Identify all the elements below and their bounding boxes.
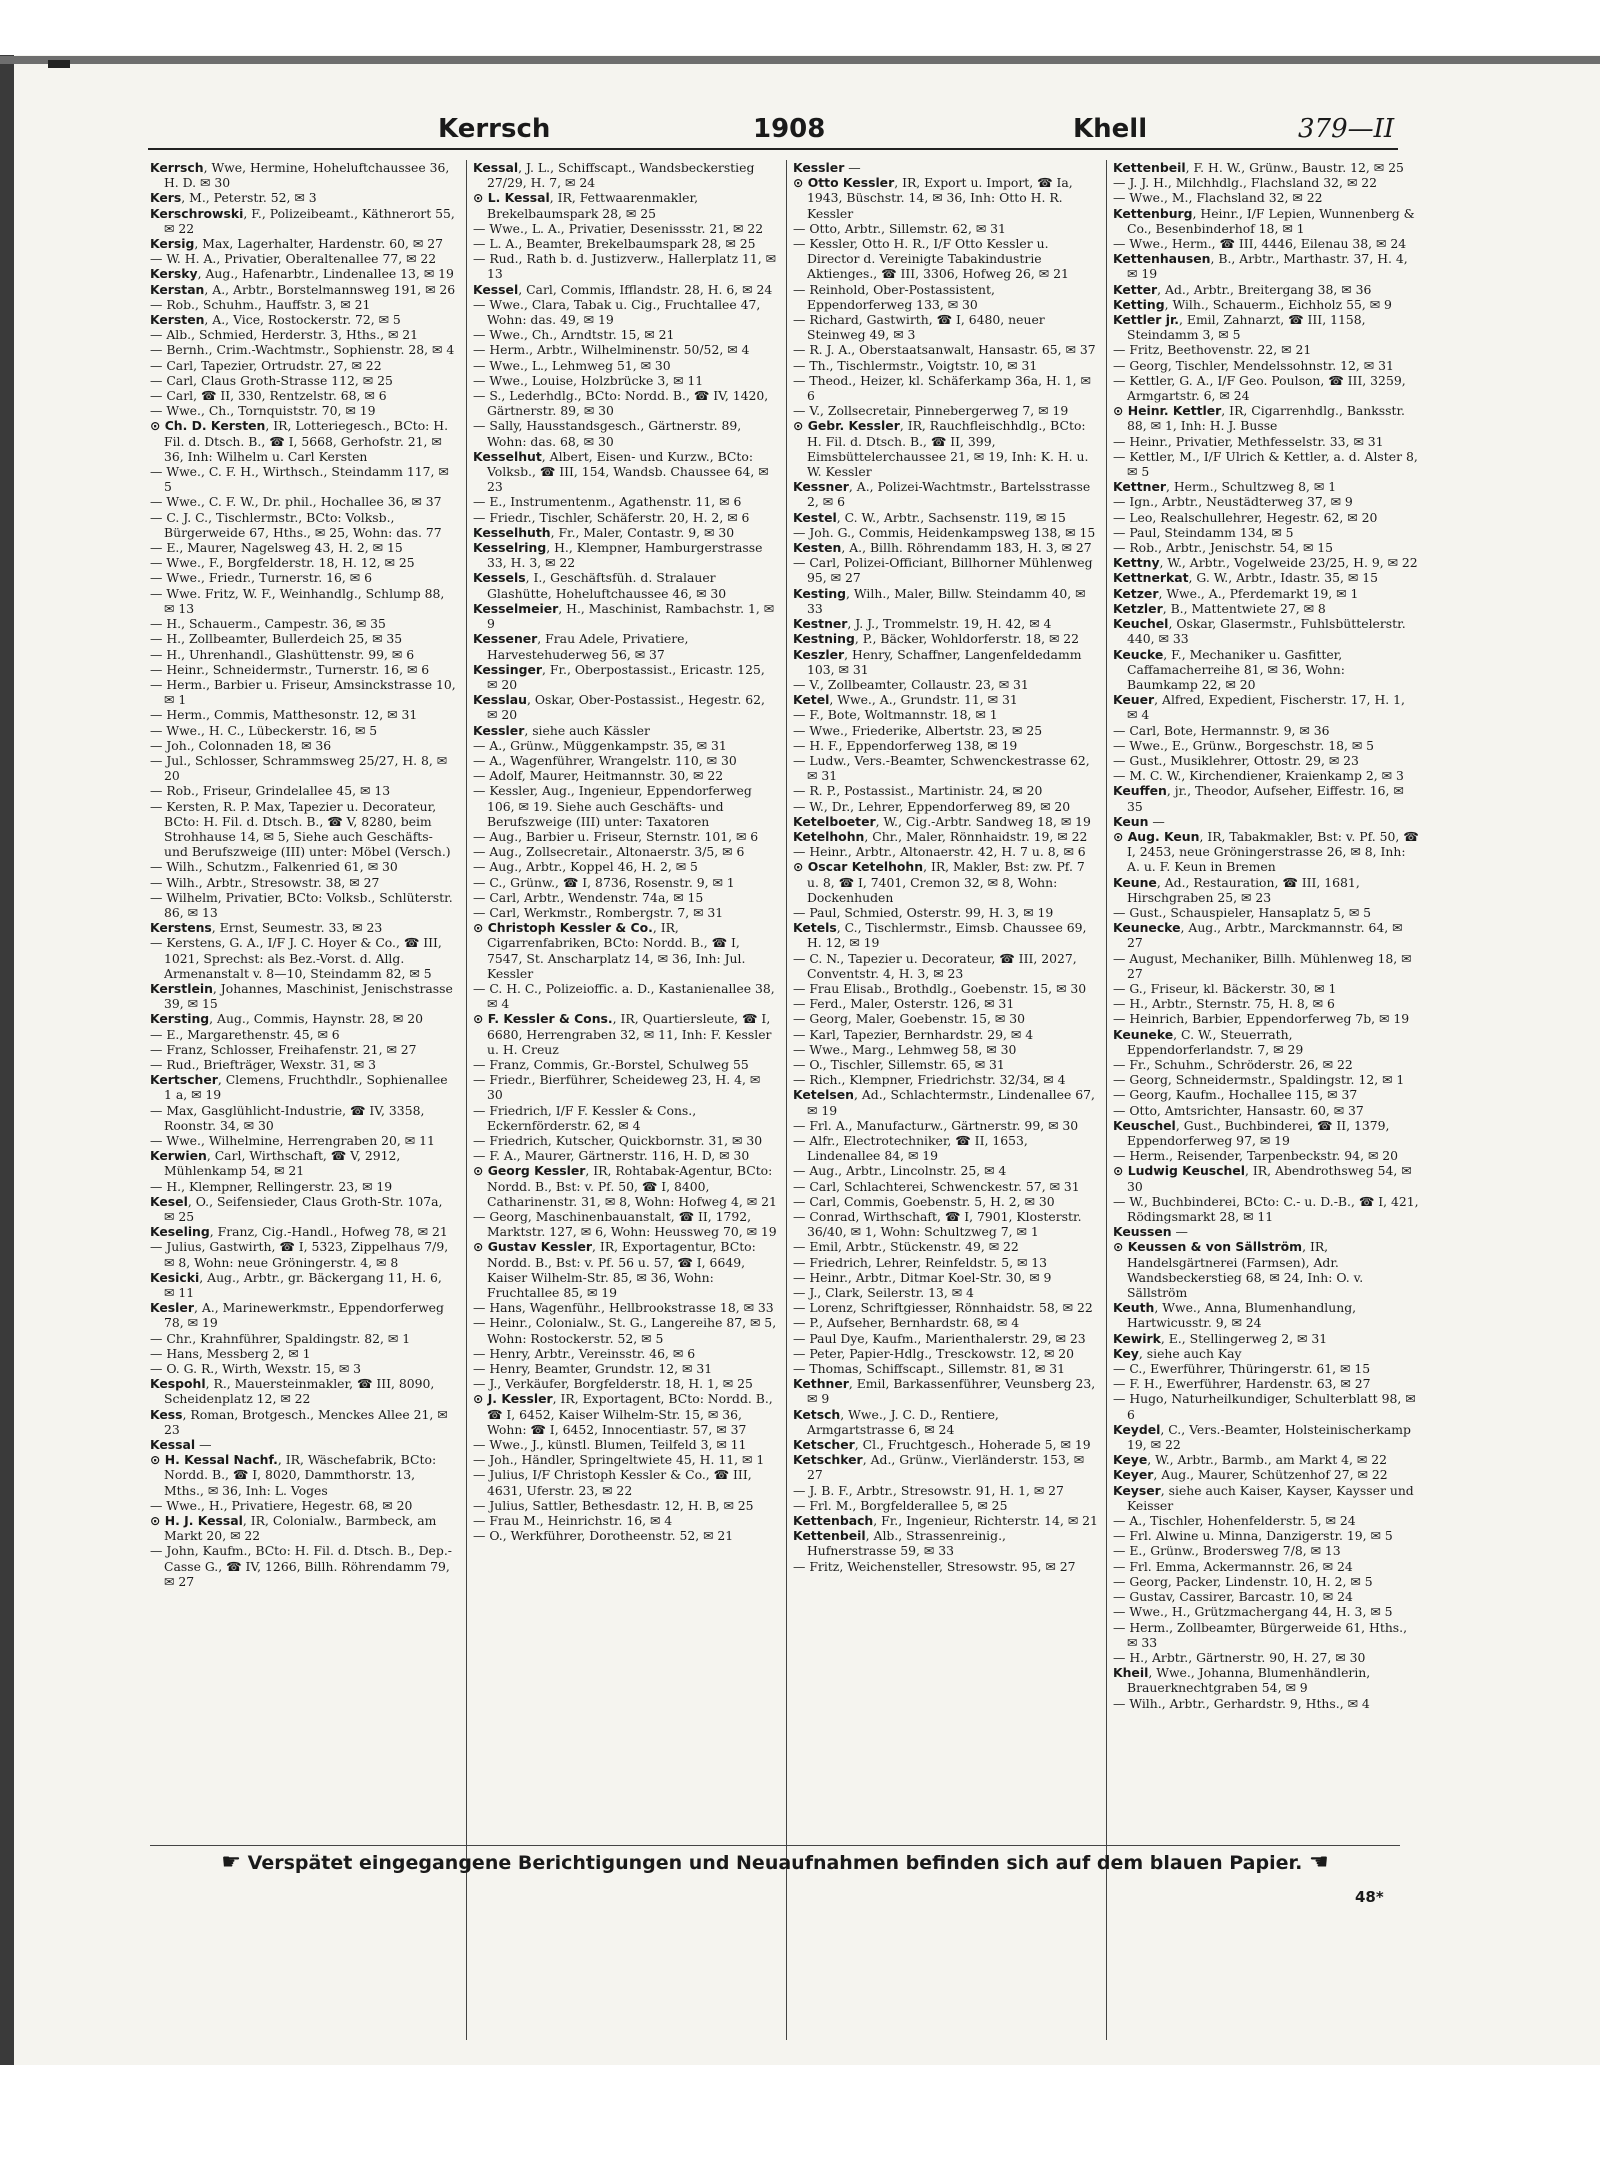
directory-entry: — Julius, I/F Christoph Kessler & Co., ☎ III, 4631, Uferstr. 23, ✉ 22 <box>473 1467 752 1498</box>
directory-entry: — Herm., Zollbeamter, Bürgerweide 61, Hths., ✉ 33 <box>1113 1619 1408 1650</box>
directory-entry: — Frl. Emma, Ackermannstr. 26, ✉ 24 <box>1113 1558 1353 1574</box>
directory-entry: — Joh., Colonnaden 18, ✉ 36 <box>150 737 332 753</box>
directory-entry: — Wwe., Friederike, Albertstr. 23, ✉ 25 <box>793 722 1043 738</box>
directory-entry: — Emil, Arbtr., Stückenstr. 49, ✉ 22 <box>793 1239 1019 1255</box>
directory-entry: — C., Grünw., ☎ I, 8736, Rosenstr. 9, ✉ 1 <box>473 874 735 890</box>
directory-entry: Kesten, A., Billh. Röhrendamm 183, H. 3, ✉ 27 <box>793 540 1092 556</box>
directory-entry: — Aug., Arbtr., Lincolnstr. 25, ✉ 4 <box>793 1163 1007 1179</box>
directory-entry: — J., Clark, Seilerstr. 13, ✉ 4 <box>793 1285 974 1301</box>
directory-entry: Kessener, Frau Adele, Privatiere, Harvestehuderweg 56, ✉ 37 <box>473 631 689 662</box>
directory-entry: — Rob., Friseur, Grindelallee 45, ✉ 13 <box>150 783 391 799</box>
directory-entry: — Alb., Schmied, Herderstr. 3, Hths., ✉ 21 <box>150 327 419 343</box>
directory-entry: — J. B. F., Arbtr., Stresowstr. 91, H. 1, ✉ 27 <box>793 1482 1064 1498</box>
footer-notice-text: Verspätet eingegangene Berichtigungen und Neuaufnahmen befinden sich auf dem blauen Papier. <box>247 1852 1303 1874</box>
directory-entry: Kettenhausen, B., Arbtr., Marthastr. 37, H. 4, ✉ 19 <box>1113 251 1408 282</box>
directory-entry: — L. A., Beamter, Brekelbaumspark 28, ✉ 25 <box>473 236 756 252</box>
directory-entry: — Georg, Maler, Goebenstr. 15, ✉ 30 <box>793 1011 1026 1027</box>
directory-entry: — O., Tischler, Sillemstr. 65, ✉ 31 <box>793 1056 1005 1072</box>
directory-entry: Kessner, A., Polizei-Wachtmstr., Bartelsstrasse 2, ✉ 6 <box>793 479 1091 510</box>
directory-entry: — H., Arbtr., Gärtnerstr. 90, H. 27, ✉ 30 <box>1113 1649 1366 1665</box>
directory-entry: Key, siehe auch Kay <box>1113 1345 1242 1361</box>
directory-entry: — W., Buchbinderei, BCto: C.- u. D.-B., ☎ I, 421, Rödingsmarkt 28, ✉ 11 <box>1113 1193 1419 1225</box>
header-right-keyword: Khell <box>1073 114 1148 144</box>
directory-entry: — J. J. H., Milchhdlg., Flachsland 32, ✉ 22 <box>1113 175 1378 191</box>
directory-entry: Kesslau, Oskar, Ober-Postassist., Hegestr. 62, ✉ 20 <box>473 692 765 723</box>
directory-entry: — Franz, Schlosser, Freihafenstr. 21, ✉ 27 <box>150 1041 417 1057</box>
header-year: 1908 <box>753 114 826 144</box>
directory-entry: — Ferd., Maler, Osterstr. 126, ✉ 31 <box>793 996 1015 1012</box>
directory-entry: — Hans, Messberg 2, ✉ 1 <box>150 1345 311 1361</box>
directory-entry: — Kettler, G. A., I/F Geo. Poulson, ☎ III, 3259, Armgartstr. 6, ✉ 24 <box>1113 372 1406 404</box>
directory-entry: Kestner, J. J., Trommelstr. 19, H. 42, ✉ 4 <box>793 616 1052 632</box>
directory-entry: Ketzler, B., Mattentwiete 27, ✉ 8 <box>1113 600 1326 616</box>
directory-entry: ⊙ Keussen & von Sällström, IR, Handelsgärtnerei (Farmsen), Adr. Wandsbeckerstieg 68, ✉ 24, Inh: O. v. Sällström <box>1113 1239 1364 1301</box>
directory-entry: Kessler — <box>793 160 861 175</box>
directory-entry: Keye, W., Arbtr., Barmb., am Markt 4, ✉ 22 <box>1113 1452 1387 1468</box>
directory-entry: — Wilhelm, Privatier, BCto: Volksb., Schlüterstr. 86, ✉ 13 <box>150 889 453 920</box>
directory-entry: — Ign., Arbtr., Neustädterweg 37, ✉ 9 <box>1113 494 1353 510</box>
directory-entry: — Friedrich, I/F F. Kessler & Cons., Eckernförderstr. 62, ✉ 4 <box>473 1102 697 1133</box>
directory-entry: — O. G. R., Wirth, Wexstr. 15, ✉ 3 <box>150 1361 362 1377</box>
directory-entry: Keussen — <box>1113 1224 1188 1240</box>
directory-entry: Kersting, Aug., Commis, Haynstr. 28, ✉ 20 <box>150 1011 424 1027</box>
directory-entry: — F. H., Ewerführer, Hardenstr. 63, ✉ 27 <box>1113 1376 1371 1392</box>
directory-entry: — E., Maurer, Nagelsweg 43, H. 2, ✉ 15 <box>150 540 403 556</box>
directory-entry: Ketelsen, Ad., Schlachtermstr., Lindenallee 67, ✉ 19 <box>793 1087 1095 1118</box>
directory-entry: — Wwe., Herm., ☎ III, 4446, Eilenau 38, ✉ 24 <box>1113 236 1407 252</box>
directory-entry: — C., Ewerführer, Thüringerstr. 61, ✉ 15 <box>1113 1361 1371 1377</box>
directory-entry: — Chr., Krahnführer, Spaldingstr. 82, ✉ 1 <box>150 1330 411 1346</box>
directory-entry: — C. H. C., Polizeioffic. a. D., Kastanienallee 38, ✉ 4 <box>473 980 775 1012</box>
directory-entry: Kersig, Max, Lagerhalter, Hardenstr. 60, ✉ 27 <box>150 236 443 252</box>
directory-entry: — Wilh., Arbtr., Stresowstr. 38, ✉ 27 <box>150 874 380 890</box>
directory-entry: — Julius, Sattler, Bethesdastr. 12, H. B, ✉ 25 <box>473 1497 754 1513</box>
directory-entry: Kerwien, Carl, Wirthschaft, ☎ V, 2912, Mühlenkamp 54, ✉ 21 <box>150 1148 401 1179</box>
directory-entry: ⊙ Georg Kessler, IR, Rohtabak-Agentur, BCto: Nordd. B., Bst: v. Pf. 50, ☎ I, 8400, Catharinenstr. 31, ✉ 8, Wohn: Hofweg 4, ✉ 21 <box>473 1163 777 1209</box>
directory-entry: Keuschel, Gust., Buchbinderei, ☎ II, 1379, Eppendorferweg 97, ✉ 19 <box>1113 1117 1390 1148</box>
directory-entry: Kesselhuth, Fr., Maler, Contastr. 9, ✉ 30 <box>473 524 735 540</box>
directory-entry: — Aug., Arbtr., Koppel 46, H. 2, ✉ 5 <box>473 859 698 875</box>
directory-entry: — H., Arbtr., Sternstr. 75, H. 8, ✉ 6 <box>1113 996 1335 1012</box>
directory-entry: Kessel, Carl, Commis, Ifflandstr. 28, H. 6, ✉ 24 <box>473 281 773 297</box>
directory-entry: — Fritz, Weichensteller, Stresowstr. 95, ✉ 27 <box>793 1558 1076 1574</box>
directory-entry: Keszler, Henry, Schaffner, Langenfeldedamm 103, ✉ 31 <box>793 646 1082 677</box>
directory-entry: — Wwe., Clara, Tabak u. Cig., Fruchtallee 47, Wohn: das. 49, ✉ 19 <box>473 296 761 328</box>
directory-entry: — H., Zollbeamter, Bullerdeich 25, ✉ 35 <box>150 631 403 647</box>
directory-entry: ⊙ Aug. Keun, IR, Tabakmakler, Bst: v. Pf. 50, ☎ I, 2453, neue Gröningerstrasse 26, ✉ 8, Inh: A. u. F. Keun in Bremen <box>1113 828 1419 875</box>
directory-entry: — Wwe., H. C., Lübeckerstr. 16, ✉ 5 <box>150 722 378 738</box>
directory-entry: — Kersten, R. P. Max, Tapezier u. Decorateur, BCto: H. Fil. d. Dtsch. B., ☎ V, 8280, beim Strohhause 14, ✉ 5, Siehe auch Geschäfts- und Berufszweige (III) unter: Möbel (Versch.) <box>150 798 451 860</box>
directory-entry: Kesselring, H., Klempner, Hamburgerstrasse 33, H. 3, ✉ 22 <box>473 540 763 571</box>
directory-entry: — Gust., Schauspieler, Hansaplatz 5, ✉ 5 <box>1113 904 1372 920</box>
directory-entry: — H., Uhrenhandl., Glashüttenstr. 99, ✉ 6 <box>150 646 415 662</box>
directory-entry: Kesicki, Aug., Arbtr., gr. Bäckergang 11, H. 6, ✉ 11 <box>150 1269 442 1301</box>
pointing-hand-right-icon: ☛ <box>221 1850 242 1875</box>
directory-entry: Kewirk, E., Stellingerweg 2, ✉ 31 <box>1113 1330 1328 1346</box>
directory-entry: — Heinr., Arbtr., Ditmar Koel-Str. 30, ✉ 9 <box>793 1269 1052 1285</box>
directory-entry: — Carl, Commis, Goebenstr. 5, H. 2, ✉ 30 <box>793 1193 1055 1209</box>
directory-entry: — Carl, Werkmstr., Rombergstr. 7, ✉ 31 <box>473 904 724 920</box>
directory-entry: Ketter, Ad., Arbtr., Breitergang 38, ✉ 36 <box>1113 281 1372 297</box>
directory-entry: — Friedr., Tischler, Schäferstr. 20, H. 2, ✉ 6 <box>473 509 750 525</box>
directory-entry: — Carl, Claus Groth-Strasse 112, ✉ 25 <box>150 372 393 388</box>
directory-entry: ⊙ Ch. D. Kersten, IR, Lotteriegesch., BCto: H. Fil. d. Dtsch. B., ☎ I, 5668, Gerhofstr. 21, ✉ 36, Inh: Wilhelm u. Carl Kersten <box>150 418 449 464</box>
directory-entry: Keseling, Franz, Cig.-Handl., Hofweg 78, ✉ 21 <box>150 1224 448 1240</box>
directory-entry: ⊙ F. Kessler & Cons., IR, Quartiersleute, ☎ I, 6680, Herrengraben 32, ✉ 11, Inh: F. Kessler u. H. Creuz <box>473 1011 772 1057</box>
directory-entry: — W., Dr., Lehrer, Eppendorferweg 89, ✉ 20 <box>793 798 1071 814</box>
directory-entry: — Heinr., Privatier, Methfesselstr. 33, ✉ 31 <box>1113 433 1384 449</box>
directory-entry: — V., Zollbeamter, Collaustr. 23, ✉ 31 <box>793 676 1029 692</box>
directory-entry: — Georg, Packer, Lindenstr. 10, H. 2, ✉ 5 <box>1113 1573 1373 1589</box>
directory-entry: — Wwe., L., Lehmweg 51, ✉ 30 <box>473 357 671 373</box>
directory-entry: Kessal, J. L., Schiffscapt., Wandsbeckerstieg 27/29, H. 7, ✉ 24 <box>473 160 755 191</box>
directory-entry: — Wwe., C. F. H., Wirthsch., Steindamm 117, ✉ 5 <box>150 464 449 495</box>
directory-entry: — Kerstens, G. A., I/F J. C. Hoyer & Co., ☎ III, 1021, Sprechst: als Bez.-Vorst. d. Allg. Armenanstalt v. 8—10, Steindamm 82, ✉ 5 <box>150 935 442 981</box>
directory-entry: ⊙ Gebr. Kessler, IR, Rauchfleischhdlg., BCto: H. Fil. d. Dtsch. B., ☎ II, 399, Eimsbüttelerchaussee 21, ✉ 19, Inh: K. H. u. W. Kessler <box>793 418 1089 480</box>
directory-entry: — Hugo, Naturheilkundiger, Schulterblatt 98, ✉ 6 <box>1113 1391 1416 1422</box>
footer-divider <box>150 1845 1400 1846</box>
directory-entry: — R. P., Postassist., Martinistr. 24, ✉ 20 <box>793 783 1043 799</box>
directory-entry: — Wwe., E., Grünw., Borgeschstr. 18, ✉ 5 <box>1113 737 1375 753</box>
directory-entry: — Rud., Briefträger, Wexstr. 31, ✉ 3 <box>150 1056 376 1072</box>
directory-entry: Keyer, Aug., Maurer, Schützenhof 27, ✉ 22 <box>1113 1467 1388 1483</box>
directory-entry: — Franz, Commis, Gr.-Borstel, Schulweg 55 <box>473 1056 749 1072</box>
directory-entry: — G., Friseur, kl. Bäckerstr. 30, ✉ 1 <box>1113 980 1337 996</box>
directory-entry: Keunecke, Aug., Arbtr., Marckmannstr. 64, ✉ 27 <box>1113 920 1403 951</box>
directory-entry: — Karl, Tapezier, Bernhardstr. 29, ✉ 4 <box>793 1026 1034 1042</box>
directory-entry: Keun — <box>1113 813 1165 829</box>
directory-entry: — Henry, Beamter, Grundstr. 12, ✉ 31 <box>473 1361 713 1377</box>
directory-entry: Kettenburg, Heinr., I/F Lepien, Wunnenberg & Co., Besenbinderhof 18, ✉ 1 <box>1113 205 1415 236</box>
directory-entry: — Georg, Schneidermstr., Spaldingstr. 12, ✉ 1 <box>1113 1072 1405 1088</box>
directory-entry: — Sally, Hausstandsgesch., Gärtnerstr. 89, Wohn: das. 68, ✉ 30 <box>473 418 742 449</box>
directory-entry: — Fritz, Beethovenstr. 22, ✉ 21 <box>1113 342 1312 358</box>
directory-entry: — W. H. A., Privatier, Oberaltenallee 77, ✉ 22 <box>150 251 437 267</box>
directory-entry: — F. A., Maurer, Gärtnerstr. 116, H. D, ✉ 30 <box>473 1148 750 1164</box>
directory-entry: Kettenbeil, Alb., Strassenreinig., Hufnerstrasse 59, ✉ 33 <box>793 1528 1006 1559</box>
directory-entry: — Leo, Realschullehrer, Hegestr. 62, ✉ 20 <box>1113 509 1378 525</box>
directory-entry: — A., Wagenführer, Wrangelstr. 110, ✉ 30 <box>473 752 737 768</box>
directory-entry: Kettenbach, Fr., Ingenieur, Richterstr. 14, ✉ 21 <box>793 1513 1098 1529</box>
directory-entry: — Herm., Barbier u. Friseur, Amsinckstrasse 10, ✉ 1 <box>150 676 456 708</box>
directory-entry: — Herm., Reisender, Tarpenbeckstr. 94, ✉ 20 <box>1113 1148 1399 1164</box>
directory-entry: — Georg, Kaufm., Hochallee 115, ✉ 37 <box>1113 1087 1358 1103</box>
directory-entry: — Henry, Arbtr., Vereinsstr. 46, ✉ 6 <box>473 1345 696 1361</box>
directory-entry: — Heinr., Colonialw., St. G., Langereihe 87, ✉ 5, Wohn: Rostockerstr. 52, ✉ 5 <box>473 1315 777 1346</box>
directory-entry: — Ludw., Vers.-Beamter, Schwenckestrasse 62, ✉ 31 <box>793 752 1090 784</box>
directory-entry: Keyser, siehe auch Kaiser, Kayser, Kaysser und Keisser <box>1113 1482 1414 1513</box>
directory-entry: — Friedrich, Kutscher, Quickbornstr. 31, ✉ 30 <box>473 1133 763 1148</box>
directory-entry: — Hans, Wagenführ., Hellbrookstrasse 18, ✉ 33 <box>473 1300 774 1316</box>
directory-entry: — P., Aufseher, Bernhardstr. 68, ✉ 4 <box>793 1315 1020 1331</box>
directory-entry: Kersky, Aug., Hafenarbtr., Lindenallee 13, ✉ 19 <box>150 266 454 282</box>
directory-entry: — August, Mechaniker, Billh. Mühlenweg 18, ✉ 27 <box>1113 950 1412 981</box>
directory-entry: Kesler, A., Marinewerkmstr., Eppendorferweg 78, ✉ 19 <box>150 1300 444 1331</box>
directory-entry: ⊙ Christoph Kessler & Co., IR, Cigarrenfabriken, BCto: Nordd. B., ☎ I, 7547, St. Anscharplatz 14, ✉ 36, Inh: Jul. Kessler <box>473 920 746 981</box>
directory-entry: Ketel, Wwe., A., Grundstr. 11, ✉ 31 <box>793 692 1018 708</box>
directory-entry: — F., Bote, Woltmannstr. 18, ✉ 1 <box>793 707 998 723</box>
directory-entry: — Carl, Tapezier, Ortrudstr. 27, ✉ 22 <box>150 357 382 373</box>
column-divider <box>1106 160 1107 2040</box>
directory-entry: — Frau Elisab., Brothdlg., Goebenstr. 15, ✉ 30 <box>793 980 1087 996</box>
directory-entry: Kessels, I., Geschäftsfüh. d. Stralauer Glashütte, Hoheluftchaussee 46, ✉ 30 <box>473 570 727 601</box>
directory-entry: — Paul, Steindamm 134, ✉ 5 <box>1113 524 1294 540</box>
directory-entry: Ketsch, Wwe., J. C. D., Rentiere, Armgartstrasse 6, ✉ 24 <box>793 1406 999 1437</box>
directory-entry: Ketelboeter, W., Cig.-Arbtr. Sandweg 18, ✉ 19 <box>793 813 1091 829</box>
directory-entry: — Wilh., Schutzm., Falkenried 61, ✉ 30 <box>150 859 398 875</box>
directory-entry: — Heinr., Schneidermstr., Turnerstr. 16, ✉ 6 <box>150 661 430 677</box>
directory-entry: Kettner, Herm., Schultzweg 8, ✉ 1 <box>1113 479 1337 495</box>
directory-entry: Keuer, Alfred, Expedient, Fischerstr. 17, H. 1, ✉ 4 <box>1113 692 1405 723</box>
directory-entry: — Aug., Zollsecretair., Altonaerstr. 3/5, ✉ 6 <box>473 844 745 860</box>
directory-entry: — Wilh., Arbtr., Gerhardstr. 9, Hths., ✉ 4 <box>1113 1695 1370 1711</box>
column-divider <box>466 160 467 2040</box>
directory-entry: — Fr., Schuhm., Schröderstr. 26, ✉ 22 <box>1113 1056 1353 1072</box>
directory-entry: — Thomas, Schiffscapt., Sillemstr. 81, ✉ 31 <box>793 1361 1065 1377</box>
directory-entry: Keuth, Wwe., Anna, Blumenhandlung, Hartwicusstr. 9, ✉ 24 <box>1113 1300 1357 1331</box>
directory-entry: — Paul Dye, Kaufm., Marienthalerstr. 29, ✉ 23 <box>793 1330 1086 1346</box>
directory-entry: — Wwe., F., Borgfelderstr. 18, H. 12, ✉ 25 <box>150 555 415 571</box>
directory-entry: Kersten, A., Vice, Rostockerstr. 72, ✉ 5 <box>150 312 401 328</box>
directory-entry: Kerrsch, Wwe, Hermine, Hoheluftchaussee 36, H. D. ✉ 30 <box>150 160 450 191</box>
directory-entry: — Rich., Klempner, Friedrichstr. 32/34, ✉ 4 <box>793 1072 1066 1088</box>
directory-entry: — Herm., Arbtr., Wilhelminenstr. 50/52, ✉ 4 <box>473 342 750 358</box>
directory-column-3 <box>793 160 1099 2040</box>
scan-top-edge <box>0 56 1600 64</box>
directory-entry: ⊙ Otto Kessler, IR, Export u. Import, ☎ Ia, 1943, Büschstr. 14, ✉ 36, Inh: Otto H. R. Kessler <box>793 175 1073 221</box>
directory-entry: — Kessler, Aug., Ingenieur, Eppendorferweg 106, ✉ 19. Siehe auch Geschäfts- und Berufszweige (III) unter: Taxatoren <box>473 783 752 829</box>
directory-column-1 <box>150 160 456 2040</box>
footer-notice <box>150 1848 1400 1878</box>
directory-entry: — A., Tischler, Hohenfelderstr. 5, ✉ 24 <box>1113 1513 1356 1529</box>
directory-entry: — John, Kaufm., BCto: H. Fil. d. Dtsch. B., Dep.-Casse G., ☎ IV, 1266, Billh. Röhrendamm 79, ✉ 27 <box>150 1543 452 1589</box>
directory-column-2 <box>473 160 779 2040</box>
directory-entry: Kesel, O., Seifensieder, Claus Groth-Str. 107a, ✉ 25 <box>150 1193 443 1225</box>
directory-entry: — E., Instrumentenm., Agathenstr. 11, ✉ 6 <box>473 494 742 510</box>
directory-entry: Kethner, Emil, Barkassenführer, Veunsberg 23, ✉ 9 <box>793 1376 1096 1407</box>
directory-entry: Kesselhut, Albert, Eisen- und Kurzw., BCto: Volksb., ☎ III, 154, Wandsb. Chaussee 64, ✉ 23 <box>473 448 769 495</box>
directory-entry: — Wwe., C. F. W., Dr. phil., Hochallee 36, ✉ 37 <box>150 494 442 510</box>
directory-entry: — Gust., Musiklehrer, Ottostr. 29, ✉ 23 <box>1113 752 1359 768</box>
directory-entry: — Carl, Bote, Hermannstr. 9, ✉ 36 <box>1113 722 1330 738</box>
directory-entry: — Friedr., Bierführer, Scheideweg 23, H. 4, ✉ 30 <box>473 1072 761 1103</box>
directory-entry: — Frl. M., Borgfelderallee 5, ✉ 25 <box>793 1497 1008 1513</box>
directory-entry: Keucke, F., Mechaniker u. Gasfitter, Caffamacherreihe 81, ✉ 36, Wohn: Baumkamp 22, ✉ 20 <box>1113 646 1345 692</box>
directory-entry: — Joh. G., Commis, Heidenkampsweg 138, ✉ 15 <box>793 524 1096 540</box>
directory-entry: Ketschker, Ad., Grünw., Vierländerstr. 153, ✉ 27 <box>793 1452 1085 1483</box>
directory-entry: — Bernh., Crim.-Wachtmstr., Sophienstr. 28, ✉ 4 <box>150 342 455 358</box>
directory-entry: Keydel, C., Vers.-Beamter, Holsteinischerkamp 19, ✉ 22 <box>1113 1421 1411 1453</box>
directory-entry: — Conrad, Wirthschaft, ☎ I, 7901, Klosterstr. 36/40, ✉ 1, Wohn: Schultzweg 7, ✉ 1 <box>793 1209 1082 1240</box>
directory-column-4 <box>1113 160 1419 2040</box>
directory-entry: — H., Klempner, Rellingerstr. 23, ✉ 19 <box>150 1178 393 1194</box>
directory-entry: — Heinr., Arbtr., Altonaerstr. 42, H. 7 u. 8, ✉ 6 <box>793 844 1086 860</box>
column-divider <box>786 160 787 2040</box>
directory-entry: — R. J. A., Oberstaatsanwalt, Hansastr. 65, ✉ 37 <box>793 342 1096 358</box>
directory-entry: — Wwe., Ch., Arndtstr. 15, ✉ 21 <box>473 327 675 343</box>
directory-entry: Kestning, P., Bäcker, Wohldorferstr. 18, ✉ 22 <box>793 631 1080 647</box>
directory-entry: — Peter, Papier-Hdlg., Tresckowstr. 12, ✉ 20 <box>793 1345 1075 1361</box>
directory-entry: — Herm., Commis, Matthesonstr. 12, ✉ 31 <box>150 707 418 723</box>
directory-entry: — M. C. W., Kirchendiener, Kraienkamp 2, ✉ 3 <box>1113 768 1404 784</box>
directory-entry: ⊙ H. J. Kessal, IR, Colonialw., Barmbeck, am Markt 20, ✉ 22 <box>150 1513 437 1544</box>
directory-entry: Kessal — <box>150 1437 212 1453</box>
directory-entry: Kerstan, A., Arbtr., Borstelmannsweg 191, ✉ 26 <box>150 281 456 297</box>
directory-entry: Kettnerkat, G. W., Arbtr., Idastr. 35, ✉ 15 <box>1113 570 1378 586</box>
scan-edge <box>0 55 14 2065</box>
directory-entry: — Heinrich, Barbier, Eppendorferweg 7b, ✉ 19 <box>1113 1011 1410 1027</box>
directory-entry: — Frl. A., Manufacturw., Gärtnerstr. 99, ✉ 30 <box>793 1117 1079 1133</box>
directory-entry: — Georg, Tischler, Mendelssohnstr. 12, ✉ 31 <box>1113 357 1394 373</box>
directory-entry: — Wwe., H., Grützmachergang 44, H. 3, ✉ 5 <box>1113 1604 1393 1620</box>
directory-entry: — Aug., Barbier u. Friseur, Sternstr. 101, ✉ 6 <box>473 828 759 844</box>
directory-entry: Kheil, Wwe., Johanna, Blumenhändlerin, Brauerknechtgraben 54, ✉ 9 <box>1113 1665 1371 1696</box>
directory-entry: — C. N., Tapezier u. Decorateur, ☎ III, 2027, Conventstr. 4, H. 3, ✉ 23 <box>793 950 1077 981</box>
directory-entry: — Frau M., Heinrichstr. 16, ✉ 4 <box>473 1513 673 1529</box>
directory-entry: Keuffen, jr., Theodor, Aufseher, Eiffestr. 16, ✉ 35 <box>1113 783 1404 814</box>
directory-entry: — Wwe., Louise, Holzbrücke 3, ✉ 11 <box>473 372 704 388</box>
directory-entry: Kertscher, Clemens, Fruchthdlr., Sophienallee 1 a, ✉ 19 <box>150 1072 448 1103</box>
directory-entry: Kespohl, R., Mauersteinmakler, ☎ III, 8090, Scheidenplatz 12, ✉ 22 <box>150 1376 435 1407</box>
directory-entry: — Carl, Schlachterei, Schwenckestr. 57, ✉ 31 <box>793 1178 1080 1194</box>
directory-entry: Keune, Ad., Restauration, ☎ III, 1681, Hirschgraben 25, ✉ 23 <box>1113 874 1360 905</box>
directory-entry: — Otto, Amtsrichter, Hansastr. 60, ✉ 37 <box>1113 1102 1364 1118</box>
directory-entry: ⊙ Gustav Kessler, IR, Exportagentur, BCto: Nordd. B., Bst: v. Pf. 56 u. 57, ☎ I, 6649, Kaiser Wilhelm-Str. 85, ✉ 36, Wohn: Fruchtallee 85, ✉ 19 <box>473 1239 756 1301</box>
directory-entry: Kettny, W., Arbtr., Vogelweide 23/25, H. 9, ✉ 22 <box>1113 555 1418 571</box>
directory-entry: — Gustav, Cassirer, Barcastr. 10, ✉ 24 <box>1113 1589 1353 1605</box>
directory-entry: — V., Zollsecretair, Pinnebergerweg 7, ✉ 19 <box>793 403 1069 419</box>
directory-entry: — Georg, Maschinenbauanstalt, ☎ II, 1792, Marktstr. 127, ✉ 6, Wohn: Heussweg 70, ✉ 19 <box>473 1209 777 1240</box>
directory-entry: — Alfr., Electrotechniker, ☎ II, 1653, Lindenallee 84, ✉ 19 <box>793 1133 1028 1164</box>
directory-entry: Keuchel, Oskar, Glasermstr., Fuhlsbüttelerstr. 440, ✉ 33 <box>1113 616 1406 647</box>
directory-entry: Kers, M., Peterstr. 52, ✉ 3 <box>150 190 317 206</box>
directory-entry: ⊙ Oscar Ketelhohn, IR, Makler, Bst: zw. Pf. 7 u. 8, ☎ I, 7401, Cremon 32, ✉ 8, Wohn: Dockenhuden <box>793 859 1085 905</box>
directory-entry: Ketting, Wilh., Schauerm., Eichholz 55, ✉ 9 <box>1113 296 1392 312</box>
directory-entry: — O., Werkführer, Dorotheenstr. 52, ✉ 21 <box>473 1528 734 1544</box>
directory-entry: ⊙ Ludwig Keuschel, IR, Abendrothsweg 54, ✉ 30 <box>1113 1163 1412 1194</box>
directory-entry: Kerstlein, Johannes, Maschinist, Jenischstrasse 39, ✉ 15 <box>150 980 453 1012</box>
directory-entry: — Th., Tischlermstr., Voigtstr. 10, ✉ 31 <box>793 357 1038 373</box>
directory-entry: — E., Grünw., Brodersweg 7/8, ✉ 13 <box>1113 1543 1341 1559</box>
sheet-signature: 48* <box>1355 1888 1384 1906</box>
directory-entry: — E., Margarethenstr. 45, ✉ 6 <box>150 1026 340 1042</box>
directory-entry: Kettenbeil, F. H. W., Grünw., Baustr. 12, ✉ 25 <box>1113 160 1404 175</box>
directory-entry: — Wwe., H., Privatiere, Hegestr. 68, ✉ 20 <box>150 1497 413 1513</box>
directory-entry: — Wwe., Friedr., Turnerstr. 16, ✉ 6 <box>150 570 372 586</box>
directory-entry: Kettler jr., Emil, Zahnarzt, ☎ III, 1158, Steindamm 3, ✉ 5 <box>1113 312 1366 343</box>
directory-entry: — Paul, Schmied, Osterstr. 99, H. 3, ✉ 19 <box>793 904 1054 920</box>
directory-entry: — Rob., Arbtr., Jenischstr. 54, ✉ 15 <box>1113 540 1334 556</box>
directory-entry: ⊙ H. Kessal Nachf., IR, Wäschefabrik, BCto: Nordd. B., ☎ I, 8020, Dammthorstr. 13, Mths., ✉ 36, Inh: L. Voges <box>150 1452 437 1498</box>
directory-entry: — Wwe., Ch., Tornquiststr. 70, ✉ 19 <box>150 403 376 419</box>
directory-entry: Ketzer, Wwe., A., Pferdemarkt 19, ✉ 1 <box>1113 585 1359 601</box>
directory-entry: — H. F., Eppendorferweg 138, ✉ 19 <box>793 737 1018 753</box>
directory-entry: — S., Lederhdlg., BCto: Nordd. B., ☎ IV, 1420, Gärtnerstr. 89, ✉ 30 <box>473 388 769 419</box>
page-header <box>148 108 1398 150</box>
directory-entry: — Richard, Gastwirth, ☎ I, 6480, neuer Steinweg 49, ✉ 3 <box>793 312 1045 343</box>
directory-entry: — Wwe., Wilhelmine, Herrengraben 20, ✉ 11 <box>150 1133 435 1148</box>
directory-entry: — Wwe., Marg., Lehmweg 58, ✉ 30 <box>793 1041 1017 1057</box>
directory-entry: Ketelhohn, Chr., Maler, Rönnhaidstr. 19, ✉ 22 <box>793 828 1088 844</box>
directory-entry: — Theod., Heizer, kl. Schäferkamp 36a, H. 1, ✉ 6 <box>793 372 1091 404</box>
directory-entry: — A., Grünw., Müggenkampstr. 35, ✉ 31 <box>473 737 727 753</box>
directory-entry: — Lorenz, Schriftgiesser, Rönnhaidstr. 58, ✉ 22 <box>793 1300 1093 1316</box>
directory-entry: — Rob., Schuhm., Hauffstr. 3, ✉ 21 <box>150 296 371 312</box>
directory-entry: Kerstens, Ernst, Seumestr. 33, ✉ 23 <box>150 920 383 936</box>
directory-entry: — Rud., Rath b. d. Justizverw., Hallerplatz 11, ✉ 13 <box>473 251 777 282</box>
scan-corner-mark <box>48 60 70 68</box>
directory-entry: Kestel, C. W., Arbtr., Sachsenstr. 119, ✉ 15 <box>793 509 1066 525</box>
directory-entry: Kesting, Wilh., Maler, Billw. Steindamm 40, ✉ 33 <box>793 585 1086 616</box>
directory-entry: — Reinhold, Ober-Postassistent, Eppendorferweg 133, ✉ 30 <box>793 281 995 312</box>
directory-entry: Kess, Roman, Brotgesch., Menckes Allee 21, ✉ 23 <box>150 1406 448 1437</box>
directory-entry: — Carl, ☎ II, 330, Rentzelstr. 68, ✉ 6 <box>150 388 387 404</box>
directory-entry: Ketels, C., Tischlermstr., Eimsb. Chaussee 69, H. 12, ✉ 19 <box>793 920 1087 951</box>
directory-entry: — Friedrich, Lehrer, Reinfeldstr. 5, ✉ 13 <box>793 1254 1048 1270</box>
directory-entry: — Carl, Arbtr., Wendenstr. 74a, ✉ 15 <box>473 889 704 905</box>
directory-entry: — C. J. C., Tischlermstr., BCto: Volksb., Bürgerweide 67, Hths., ✉ 25, Wohn: das. 77 <box>150 509 442 540</box>
directory-entry: — Wwe., J., künstl. Blumen, Teilfeld 3, ✉ 11 <box>473 1437 747 1453</box>
directory-entry: Kessinger, Fr., Oberpostassist., Ericastr. 125, ✉ 20 <box>473 661 765 692</box>
directory-entry: — Wwe., L. A., Privatier, Desenissstr. 21, ✉ 22 <box>473 220 764 236</box>
directory-entry: Kessler, siehe auch Kässler <box>473 722 650 738</box>
directory-entry: Ketscher, Cl., Fruchtgesch., Hoherade 5, ✉ 19 <box>793 1437 1091 1453</box>
directory-entry: — Kessler, Otto H. R., I/F Otto Kessler u. Director d. Vereinigte Tabakindustrie Aktienges., ☎ III, 3306, Hofweg 26, ✉ 21 <box>793 236 1069 282</box>
directory-entry: — Adolf, Maurer, Heitmannstr. 30, ✉ 22 <box>473 768 724 784</box>
directory-entry: — Carl, Polizei-Officiant, Billhorner Mühlenweg 95, ✉ 27 <box>793 555 1093 586</box>
directory-entry: ⊙ Heinr. Kettler, IR, Cigarrenhdlg., Banksstr. 88, ✉ 1, Inh: H. J. Busse <box>1113 403 1405 434</box>
directory-entry: Keuneke, C. W., Steuerrath, Eppendorferlandstr. 7, ✉ 29 <box>1113 1026 1304 1057</box>
directory-entry: — H., Schauerm., Campestr. 36, ✉ 35 <box>150 616 386 632</box>
directory-entry: — J., Verkäufer, Borgfelderstr. 18, H. 1, ✉ 25 <box>473 1376 753 1392</box>
header-left-keyword: Kerrsch <box>438 114 551 144</box>
directory-entry: — Wwe., M., Flachsland 32, ✉ 22 <box>1113 190 1323 206</box>
directory-entry: ⊙ J. Kessler, IR, Exportagent, BCto: Nordd. B., ☎ I, 6452, Kaiser Wilhelm-Str. 15, ✉ 36, Wohn: ☎ I, 6452, Innocentiastr. 57, ✉ 37 <box>473 1391 773 1437</box>
directory-entry: ⊙ L. Kessal, IR, Fettwaarenmakler, Brekelbaumspark 28, ✉ 25 <box>473 190 699 221</box>
directory-entry: — Joh., Händler, Springeltwiete 45, H. 11, ✉ 1 <box>473 1452 765 1468</box>
directory-entry: — Max, Gasglühlicht-Industrie, ☎ IV, 3358, Roonstr. 34, ✉ 30 <box>150 1102 425 1133</box>
directory-entry: — Julius, Gastwirth, ☎ I, 5323, Zippelhaus 7/9, ✉ 8, Wohn: neue Gröningerstr. 4, ✉ 8 <box>150 1239 449 1270</box>
directory-entry: — Otto, Arbtr., Sillemstr. 62, ✉ 31 <box>793 220 1006 236</box>
directory-entry: — Wwe. Fritz, W. F., Weinhandlg., Schlump 88, ✉ 13 <box>150 585 445 616</box>
pointing-hand-left-icon: ☚ <box>1308 1850 1329 1875</box>
header-page-number: 379—II <box>1298 114 1395 144</box>
directory-entry: Kesselmeier, H., Maschinist, Rambachstr. 1, ✉ 9 <box>473 600 775 632</box>
directory-entry: Kerschrowski, F., Polizeibeamt., Käthnerort 55, ✉ 22 <box>150 205 455 236</box>
directory-entry: — Jul., Schlosser, Schrammsweg 25/27, H. 8, ✉ 20 <box>150 752 448 784</box>
directory-entry: — Kettler, M., I/F Ulrich & Kettler, a. d. Alster 8, ✉ 5 <box>1113 448 1418 480</box>
directory-entry: — Frl. Alwine u. Minna, Danzigerstr. 19, ✉ 5 <box>1113 1528 1393 1544</box>
